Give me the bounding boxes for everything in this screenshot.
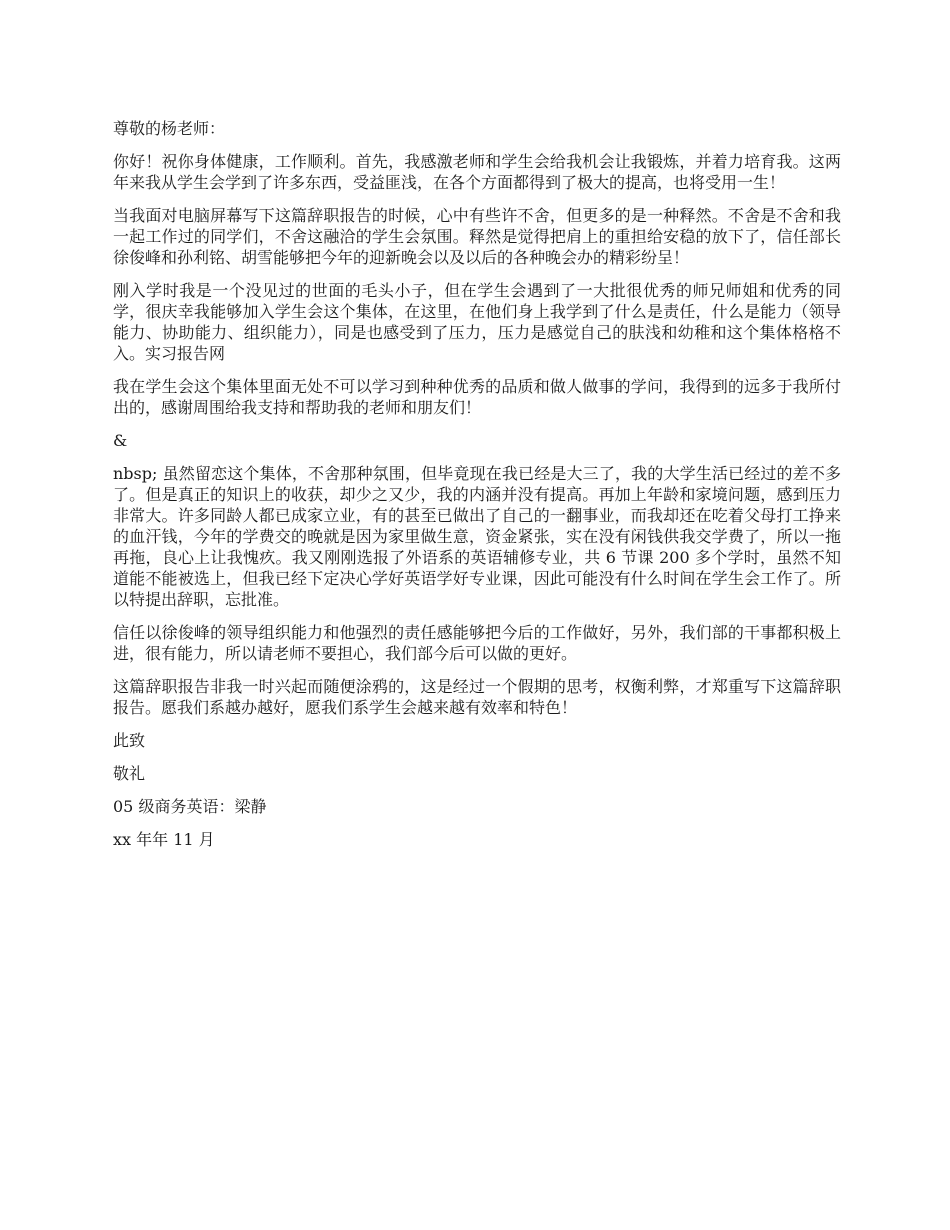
- date: xx 年年 11 月: [113, 830, 215, 849]
- paragraph-greeting: 你好！祝你身体健康，工作顺利。首先，我感激老师和学生会给我机会让我锻炼，并着力培育我。这两年来我从学生会学到了许多东西，受益匪浅，在各个方面都得到了极大的提高，也将受用一生！: [113, 152, 841, 192]
- closing-ci-zhi: 此致: [113, 731, 146, 750]
- paragraph-ampersand: &: [113, 431, 128, 450]
- paragraph-reasons: nbsp; 虽然留恋这个集体，不舍那种氛围，但毕竟现在我已经是大三了，我的大学生活已经过的差不多了。但是真正的知识上的收获，却少之又少，我的内涵并没有提高。再加上年龄和家境问题，感到压力非常大。许多同龄人都已成家立业，有的甚至已做出了自己的一翻事业，而我却还在吃着父母打工挣来的血汗钱，今年的学费交的晚就是因为家里做生意，资金紧张，实在没有闲钱供我交学费了，所以一拖再拖，良心上让我愧疚。我又刚刚选报了外语系的英语辅修专业，共 6 节课 200 多个学时，虽然不知道能不能被选上，但我已经下定决心学好英语学好专业课，因此可能没有什么时间在学生会工作了。所以特提出辞职，忘批准。: [113, 464, 841, 609]
- paragraph-gratitude: 我在学生会这个集体里面无处不可以学习到种种优秀的品质和做人做事的学问，我得到的远多于我所付出的，感谢周围给我支持和帮助我的老师和朋友们！: [113, 377, 841, 417]
- paragraph-conclusion: 这篇辞职报告非我一时兴起而随便涂鸦的，这是经过一个假期的思考，权衡利弊，才郑重写下这篇辞职报告。愿我们系越办越好，愿我们系学生会越来越有效率和特色！: [113, 677, 841, 717]
- salutation: 尊敬的杨老师：: [113, 119, 226, 138]
- letter-document: [113, 118, 841, 862]
- paragraph-trust: 信任以徐俊峰的领导组织能力和他强烈的责任感能够把今后的工作做好，另外，我们部的干事都积极上进，很有能力，所以请老师不要担心，我们部今后可以做的更好。: [113, 623, 841, 663]
- paragraph-farewell-feelings: 当我面对电脑屏幕写下这篇辞职报告的时候，心中有些许不舍，但更多的是一种释然。不舍是不舍和我一起工作过的同学们，不舍这融洽的学生会氛围。释然是觉得把肩上的重担给安稳的放下了，信任部长徐俊峰和孙利铭、胡雪能够把今年的迎新晚会以及以后的各种晚会办的精彩纷呈！: [113, 206, 841, 267]
- closing-jing-li: 敬礼: [113, 764, 146, 783]
- signature: 05 级商务英语：梁静: [113, 797, 267, 816]
- paragraph-first-year: 刚入学时我是一个没见过的世面的毛头小子，但在学生会遇到了一大批很优秀的师兄师姐和优秀的同学，很庆幸我能够加入学生会这个集体，在这里，在他们身上我学到了什么是责任，什么是能力（领导能力、协助能力、组织能力），同是也感受到了压力，压力是感觉自己的肤浅和幼稚和这个集体格格不入。实习报告网: [113, 281, 841, 363]
